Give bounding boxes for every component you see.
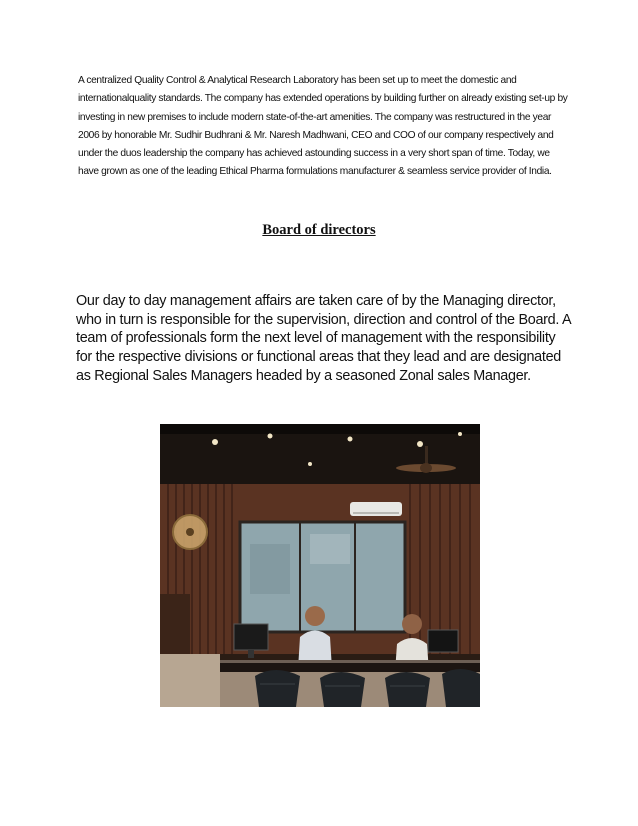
body-paragraph: Our day to day management affairs are taken care of by the Managing director, who in turn is responsible for the supervision, direction and control of the Board. A team of professionals form the next level of management with the responsibility for the respective divisions or functional areas that they lead and are designated as Regional Sales Managers headed by a seasoned Zonal sales Manager. — [76, 293, 571, 384]
office-photo — [160, 424, 480, 707]
monitor-right — [428, 630, 458, 652]
wall-fan — [173, 515, 207, 549]
intro-paragraph: A centralized Quality Control & Analytical Research Laboratory has been set up to meet the domestic and internationalquality standards. The company has extended operations by building further on already existing set-up by investing in new premises to include modern state-of-the-art amenities. The company was restructured in the year 2006 by honorable Mr. Sudhir Budhrani & Mr. Naresh Madhwani, CEO and COO of our company respectively and under the duos leadership the company has achieved astounding success in a very short span of time. Today, we have grown as one of the leading Ethical Pharma formulations manufacturer & seamless service provider of India. — [78, 75, 568, 178]
desk — [220, 662, 480, 672]
monitor-left — [234, 624, 268, 650]
section-heading: Board of directors — [262, 222, 376, 238]
